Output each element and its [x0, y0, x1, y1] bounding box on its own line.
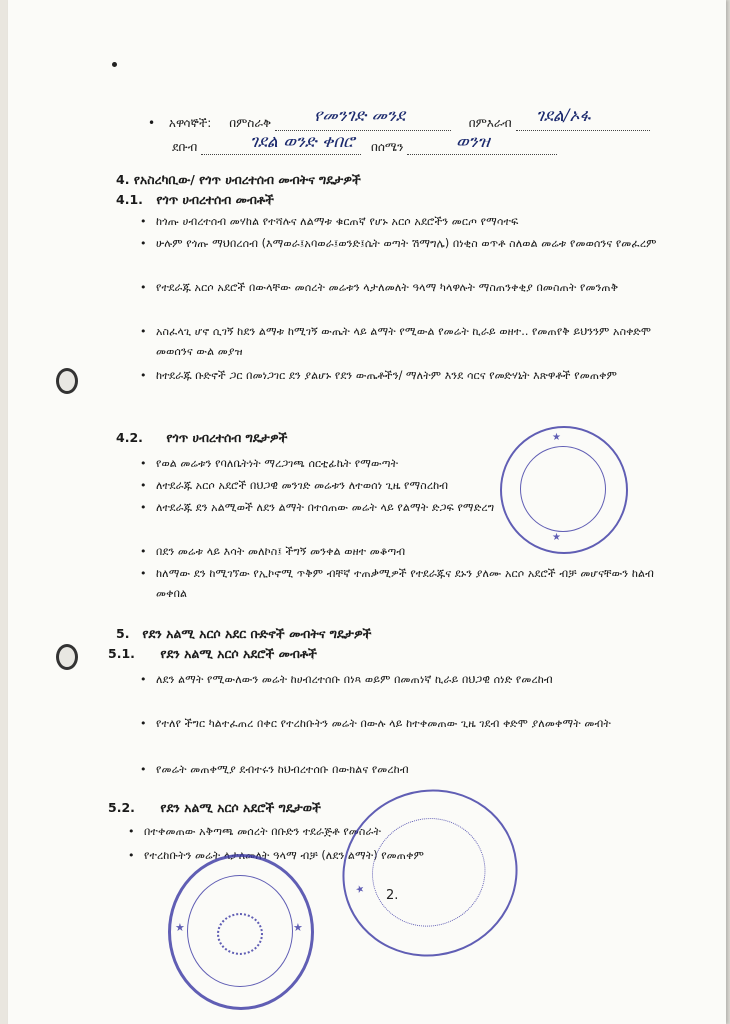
section-5-title: የደን አልሚ አርሶ አደር ቡድኖች መብትና ግዴታዎች: [142, 626, 372, 641]
section-5-2-title: የደን አልሚ አርሶ አደሮች ግዴታወች: [160, 800, 321, 815]
emblem-icon: [217, 913, 263, 955]
list-item: • የወል መሬቱን የባለቤትነት ማረጋገጫ ሰርቲፊኬት የማውጣት: [140, 457, 399, 470]
list-item: • ለደን ልማት የሚውለውን መሬት ከሀብረተሰቡ በነጻ ወይም በመጠነኛ ኪራይ በህጋዊ ሰነድ የመረከብ: [140, 673, 553, 686]
north-handwritten-value: ወንዝ: [456, 132, 490, 152]
ink-dot: [112, 62, 117, 67]
list-item: • በደን መሬቱ ላይ እሳት መለኮስ፤ ችግኝ መንቀል ወዘተ መቆጣብ: [140, 545, 406, 558]
south-label: ደቡብ: [172, 140, 198, 154]
list-item: • ከጎጡ ሀብረተሰብ መሃከል የተሻሉና ለልማቱ ቁርጠኛ የሆኑ አርሶ አደሮችን መርጦ የማሳተፍ: [140, 215, 519, 228]
list-item: • የተረከቡትን መሬት ላታለመለት ዓላማ ብቻ (ለደን ልማት) የመጠቀም: [128, 849, 425, 862]
punch-hole-lower: [56, 644, 78, 670]
section-4-1-number: 4.1.: [116, 192, 143, 207]
document-page: [8, 0, 726, 1024]
official-stamp-lower-left: ★ ★: [168, 854, 314, 1010]
section-5-heading: [116, 626, 372, 642]
list-item: • ሁሉም የጎጡ ማህበረሰብ (እማወራ፤አባወራ፤ወንድ፤ሴት ወጣት ሽማግሌ) በነቂስ ወጥቶ ስለወል መሬቱ የመወሰንና የመፈረም: [140, 237, 657, 250]
list-item: • ከለማው ደን ከሚገኘው የኢኮኖሚ ጥቅም ብቸኛ ተጠቃሚዎች የተደራጁና ደኑን ያለሙ አርሶ አደሮች ብቻ መሆናቸውን ከልብ መቀበል: [140, 567, 654, 600]
list-item: • የተደራጁ አርሶ አደሮች በውላቸው መሰረት መሬቱን ላታለመለት ዓላማ ካላዋሉት ማስጠንቀቂያ በመስጠት የመንጠቅ: [140, 281, 619, 294]
section-4-1-title: የጎጥ ሀብረተሰብ መብቶች: [156, 192, 274, 207]
section-4-2-heading: [116, 430, 287, 446]
section-4-1-heading: [116, 192, 274, 208]
east-label: በምስራቅ: [229, 116, 272, 130]
official-stamp-lower-right: ★: [321, 767, 540, 979]
east-handwritten-value: የመንገድ መንደ: [314, 106, 406, 126]
page-number: 2.: [386, 888, 399, 903]
list-item: • ከተደራጁ ቡድኖች ጋር በመነጋገር ደን ያልሆኑ የደን ውጤቶችን/ ማለትም እንደ ሳርና የመድሃኒት እጽዋቶች የመጠቀም: [140, 369, 618, 382]
witnesses-label: አዋሳኞች:: [168, 116, 212, 130]
list-item: • አስፈላጊ ሆኖ ሲገኝ ከደን ልማቱ ከሚገኝ ውጤት ላይ ልማት የሚውል የመሬት ኪራይ ወዘተ.. የመጠየቅ ይህንንም አስቀድሞ መወሰንና ውል መያዝ: [140, 325, 652, 358]
section-4-number: 4.: [116, 172, 130, 187]
list-item: • ለተደራጁ አርሶ አደሮች በህጋዊ መንገድ መሬቱን ለተወሰነ ጊዜ የማስረከብ: [140, 479, 449, 492]
section-4-heading: [116, 172, 361, 188]
punch-hole-upper: [56, 368, 78, 394]
list-item: • ለተደራጁ ደን አልሚወች ለደን ልማት በተሰጠው መሬት ላይ የልማት ድጋፍ የማድረግ: [140, 501, 495, 514]
list-item: • በተቀመጠው አቅጣጫ መሰረት በቡድን ተደራጅቶ የመስራት: [128, 825, 382, 838]
section-4-title: የአስረካቢው/ የጎጥ ሀብረተሰብ መብትና ግዴታዎች: [133, 172, 361, 187]
list-item: • የመሬት መጠቀሚያ ደብተሩን ከህብረተሰቡ በውክልና የመረከብ: [140, 763, 409, 776]
section-5-number: 5.: [116, 626, 130, 641]
west-handwritten-value: ገደል/ኦፋ: [536, 106, 591, 126]
official-stamp-upper: ★ ★: [500, 426, 628, 554]
section-5-2-number: 5.2.: [108, 800, 135, 815]
north-label: በሰሜን: [371, 140, 404, 154]
list-item: • የተለየ ችግር ካልተፈጠረ በቀር የተረከቡትን መሬት በውሉ ላይ ከተቀመጠው ጊዜ ገደብ ቀድሞ ያለመቀማት መብት: [140, 717, 611, 730]
west-label: በምእራብ: [468, 116, 512, 130]
section-5-1-number: 5.1.: [108, 646, 135, 661]
section-5-1-heading: [108, 646, 317, 662]
boundaries-row-2: [172, 140, 557, 155]
south-handwritten-value: ገደል ወንድ ቀበሮ: [250, 132, 355, 152]
section-5-2-heading: [108, 800, 321, 816]
boundaries-row-1: • አዋሳኞች: በምስራቅ በምእራብ: [148, 116, 650, 131]
section-4-2-number: 4.2.: [116, 430, 143, 445]
section-4-2-title: የጎጥ ሀብረተሰብ ግዴታዎች: [166, 430, 288, 445]
section-5-1-title: የደን አልሚ አርሶ አደሮች መብቶች: [160, 646, 317, 661]
